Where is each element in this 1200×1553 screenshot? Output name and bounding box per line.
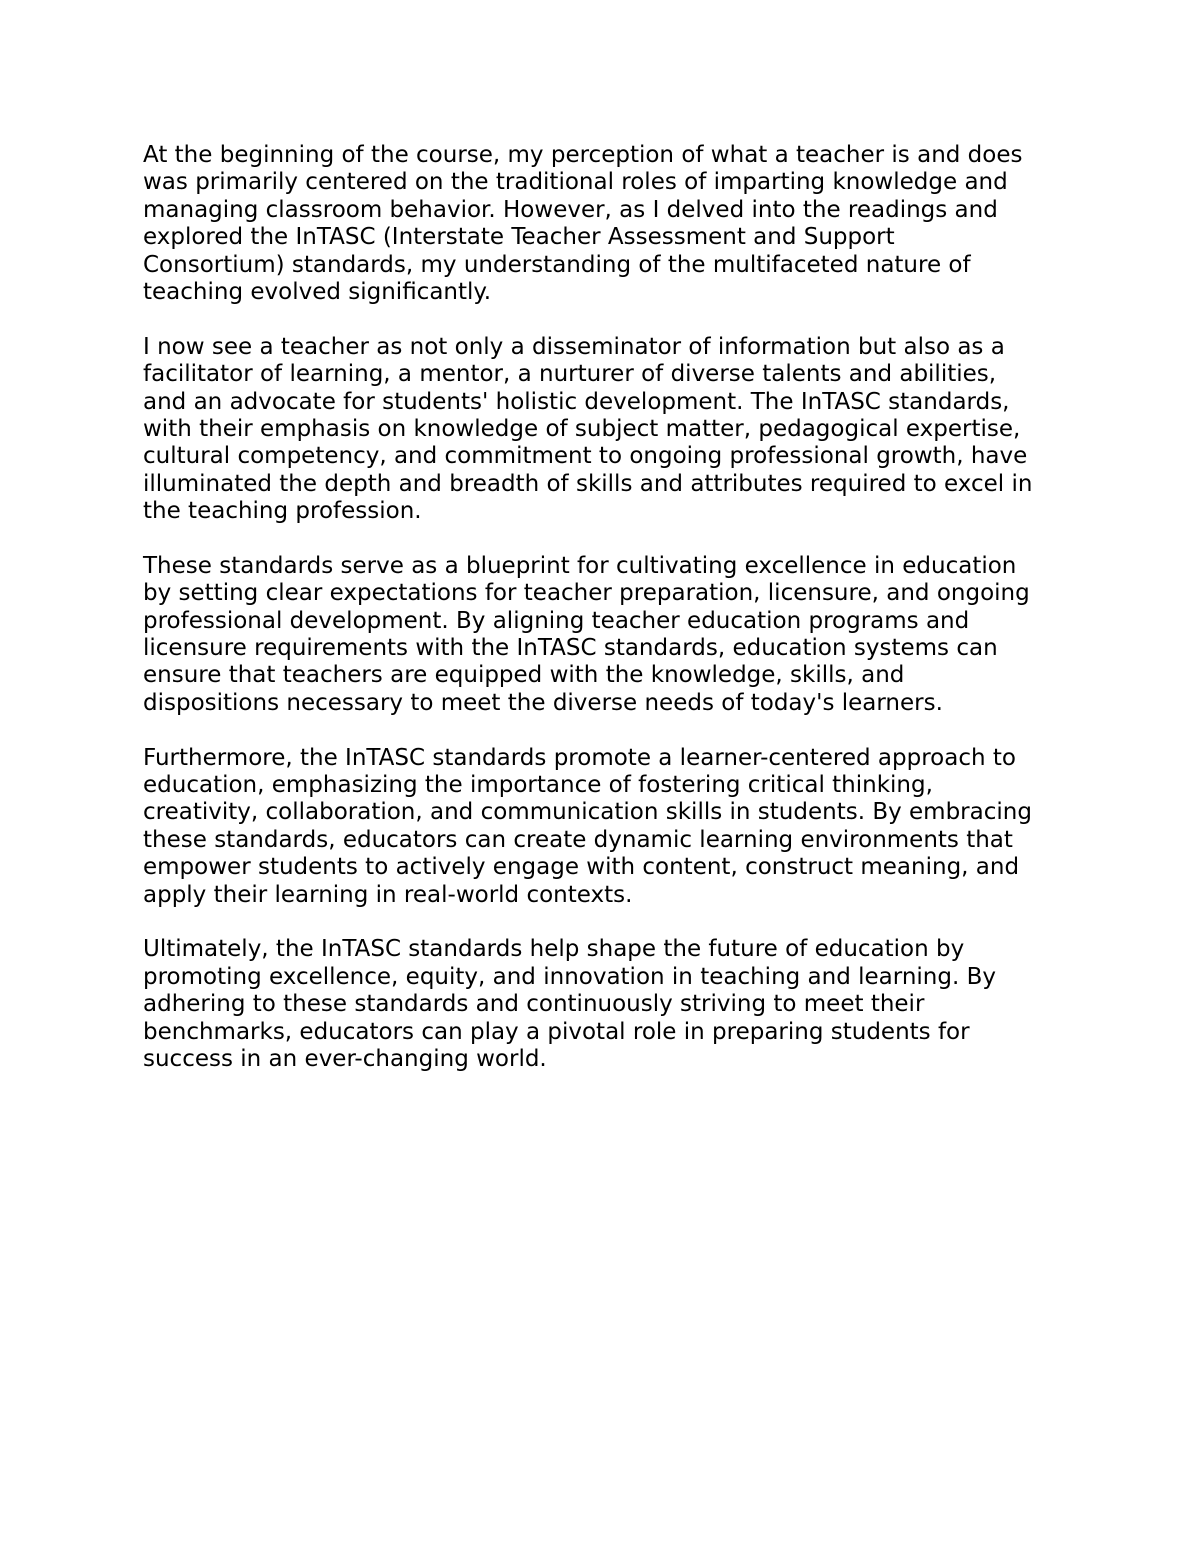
paragraph-line: these standards, educators can create dynamic learning environments that	[143, 826, 1013, 853]
paragraph-line: creativity, collaboration, and communication skills in students. By embracing	[143, 799, 1032, 826]
paragraph-line: facilitator of learning, a mentor, a nurturer of diverse talents and abilities,	[143, 361, 997, 388]
paragraph-line: teaching evolved significantly.	[143, 278, 492, 305]
paragraph-line: Ultimately, the InTASC standards help shape the future of education by	[143, 936, 965, 963]
paragraph-line: and an advocate for students' holistic development. The InTASC standards,	[143, 388, 1010, 415]
paragraph-line: with their emphasis on knowledge of subject matter, pedagogical expertise,	[143, 415, 1021, 442]
paragraph-line: I now see a teacher as not only a disseminator of information but also as a	[143, 333, 1005, 360]
paragraph-line: ensure that teachers are equipped with the knowledge, skills, and	[143, 662, 905, 689]
paragraph-line: Furthermore, the InTASC standards promote a learner-centered approach to	[143, 744, 1016, 771]
paragraph-conclusion	[143, 936, 1063, 1073]
paragraph-line: illuminated the depth and breadth of skills and attributes required to excel in	[143, 470, 1033, 497]
paragraph-initial-perception	[143, 142, 1063, 306]
paragraph-line: apply their learning in real-world contexts.	[143, 881, 633, 908]
paragraph-learner-centered	[143, 745, 1063, 909]
paragraph-line: professional development. By aligning teacher education programs and	[143, 607, 970, 634]
paragraph-line: promoting excellence, equity, and innovation in teaching and learning. By	[143, 963, 996, 990]
paragraph-line: managing classroom behavior. However, as I delved into the readings and	[143, 196, 998, 223]
paragraph-line: cultural competency, and commitment to ongoing professional growth, have	[143, 443, 1028, 470]
paragraph-line: benchmarks, educators can play a pivotal role in preparing students for	[143, 1018, 970, 1045]
paragraph-line: Consortium) standards, my understanding of the multifaceted nature of	[143, 251, 971, 278]
paragraph-teacher-roles	[143, 334, 1063, 526]
paragraph-line: the teaching profession.	[143, 498, 422, 525]
paragraph-line: explored the InTASC (Interstate Teacher Assessment and Support	[143, 224, 895, 251]
paragraph-line: These standards serve as a blueprint for cultivating excellence in education	[143, 552, 1017, 579]
paragraph-line: At the beginning of the course, my perception of what a teacher is and does	[143, 142, 1023, 168]
paragraph-line: adhering to these standards and continuously striving to meet their	[143, 991, 925, 1018]
paragraph-line: education, emphasizing the importance of fostering critical thinking,	[143, 771, 933, 798]
paragraph-line: by setting clear expectations for teacher preparation, licensure, and ongoing	[143, 580, 1030, 607]
paragraph-line: dispositions necessary to meet the diverse needs of today's learners.	[143, 689, 943, 716]
document-body	[143, 142, 1063, 1073]
paragraph-line: empower students to actively engage with content, construct meaning, and	[143, 854, 1020, 881]
paragraph-line: success in an ever-changing world.	[143, 1045, 547, 1072]
paragraph-line: was primarily centered on the traditional roles of imparting knowledge and	[143, 169, 1008, 196]
paragraph-line: licensure requirements with the InTASC standards, education systems can	[143, 635, 998, 662]
paragraph-standards-blueprint	[143, 553, 1063, 717]
